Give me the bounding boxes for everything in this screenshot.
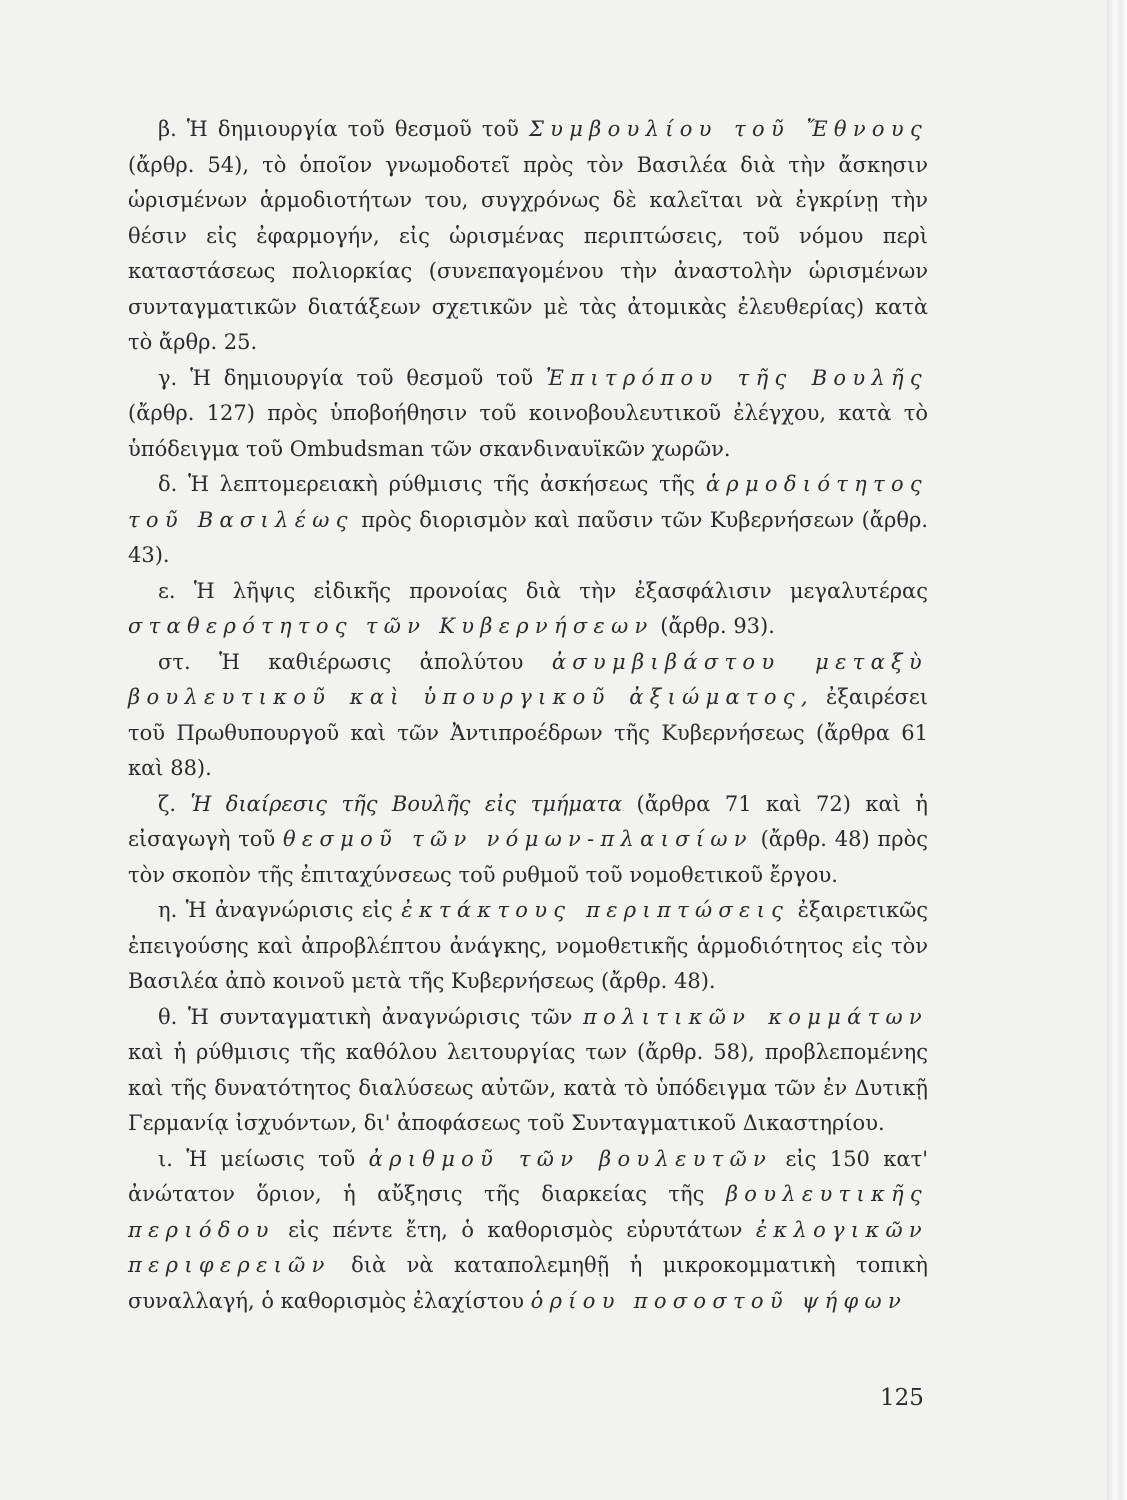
text-segment: (ἄρθρ. 54), τὸ ὁποῖον γνωμοδοτεῖ πρὸς τὸν Βασιλέα διὰ τὴν ἄσκησιν ὡρισμένων ἁρμοδιοτήτων του, συγχρόνως δὲ καλεῖται νὰ ἐγκρίνῃ τὴν θέσιν εἰς ἐφαρμογήν, εἰς ὡρισμένας περιπτώσεις, τοῦ νόμου περὶ καταστάσεως πολιορκίας (συνεπαγομένου τὴν ἀναστολὴν ὡρισμένων συνταγματικῶν διατάξεων σχετικῶν μὲ τὰς ἀτομικὰς ἐλευθερίας) κατὰ τὸ ἄρθρ. 25. — [128, 152, 928, 354]
spaced-emphasis: ἐκλογικῶν περιφερειῶν — [128, 1217, 928, 1277]
text-segment: ι. Ἡ μείωσις τοῦ — [158, 1146, 369, 1171]
text-segment: β. Ἡ δημιουργία τοῦ θεσμοῦ τοῦ — [158, 117, 529, 141]
text-segment: ζ. — [158, 791, 191, 816]
italic-emphasis: Ἡ διαίρεσις τῆς Βουλῆς εἰς τμήματα — [190, 791, 623, 816]
paragraph-iota — [128, 1142, 928, 1320]
text-segment: ε. Ἡ λῆψις εἰδικῆς προνοίας διὰ τὴν ἐξασφάλισιν μεγαλυτέρας — [158, 578, 928, 603]
text-segment: διὰ νὰ καταπολεμηθῇ ἡ μικροκομματικὴ τοπικὴ συναλλαγή, ὁ καθορισμὸς ἐλαχίστου — [128, 1253, 928, 1313]
paragraph-gamma — [128, 361, 928, 468]
text-segment: (ἄρθρα 71 καὶ 72) καὶ ἡ εἰσαγωγὴ τοῦ — [128, 791, 928, 851]
page-edge — [1107, 0, 1127, 1500]
text-segment: (ἄρθρ. 93). — [653, 614, 775, 638]
page-number: 125 — [880, 1385, 924, 1411]
paragraph-delta — [128, 467, 928, 574]
text-segment: (ἄρθρ. 48) πρὸς τὸν σκοπὸν τῆς ἐπιταχύνσεως τοῦ ρυθμοῦ τοῦ νομοθετικοῦ ἔργου. — [128, 827, 928, 887]
text-segment: δ. Ἡ λεπτομερειακὴ ρύθμισις τῆς ἀσκήσεως τῆς — [158, 472, 706, 496]
paragraph-eta — [128, 893, 928, 1000]
spaced-emphasis: ἐκτάκτους περιπτώσεις — [401, 898, 790, 922]
body-text — [128, 112, 928, 1319]
spaced-emphasis: πολιτικῶν κομμάτων — [583, 1004, 928, 1029]
spaced-emphasis: ὁρίου ποσοστοῦ ψήφων — [530, 1288, 908, 1313]
paragraph-stigma — [128, 645, 928, 787]
spaced-emphasis: Ἐπιτρόπου τῆς Βουλῆς — [546, 365, 928, 390]
text-segment: ἐξαιρετικῶς ἐπειγούσης καὶ ἀπροβλέπτου ἀνάγκης, νομοθετικῆς ἁρμοδιότητος εἰς τὸν Βασιλέα ἀπὸ κοινοῦ μετὰ τῆς Κυβερνήσεως (ἄρθρ. 48). — [128, 898, 929, 993]
text-segment: στ. Ἡ καθιέρωσις ἀπολύτου — [158, 649, 552, 674]
text-segment: (ἄρθρ. 127) πρὸς ὑποβοήθησιν τοῦ κοινοβουλευτικοῦ ἐλέγχου, κατὰ τὸ ὑπόδειγμα τοῦ Ombudsman τῶν σκανδιναυϊκῶν χωρῶν. — [128, 401, 928, 461]
text-segment: γ. Ἡ δημιουργία τοῦ θεσμοῦ τοῦ — [158, 365, 547, 390]
text-segment: εἰς 150 κατ' ἀνώτατον ὅριον, ἡ αὔξησις τῆς διαρκείας τῆς — [128, 1146, 928, 1206]
spaced-emphasis: ἀριθμοῦ τῶν βουλευτῶν — [368, 1146, 773, 1171]
spaced-emphasis: Συμβουλίου τοῦ Ἔθνους — [528, 117, 929, 141]
spaced-emphasis: βουλευτικῆς περιόδου — [128, 1182, 928, 1242]
text-segment: πρὸς διορισμὸν καὶ παῦσιν τῶν Κυβερνήσεων (ἄρθρ. 43). — [128, 507, 928, 567]
spaced-emphasis: ἀσυμβιβάστου μεταξὺ βουλευτικοῦ καὶ ὑπουργικοῦ ἀξιώματος, — [128, 649, 928, 709]
text-segment: θ. Ἡ συνταγματικὴ ἀναγνώρισις τῶν — [158, 1004, 584, 1029]
text-segment: εἰς πέντε ἔτη, ὁ καθορισμὸς εὐρυτάτων — [274, 1217, 756, 1242]
paragraph-zeta — [128, 787, 928, 894]
spaced-emphasis: σταθερότητος τῶν Κυβερνήσεων — [128, 614, 654, 638]
paragraph-epsilon — [128, 574, 928, 645]
spaced-emphasis: ἁρμοδιότητος τοῦ Βασιλέως — [128, 472, 928, 532]
paragraph-beta — [128, 112, 928, 361]
paragraph-theta — [128, 1000, 928, 1142]
text-segment: ἐξαιρέσει τοῦ Πρωθυπουργοῦ καὶ τῶν Ἀντιπροέδρων τῆς Κυβερνήσεως (ἄρθρα 61 καὶ 88). — [128, 685, 928, 780]
text-segment: καὶ ἡ ρύθμισις τῆς καθόλου λειτουργίας των (ἄρθρ. 58), προβλεπομένης καὶ τῆς δυνατότητος διαλύσεως αὐτῶν, κατὰ τὸ ὑπόδειγμα τῶν ἐν Δυτικῇ Γερμανίᾳ ἰσχυόντων, δι' ἀποφάσεως τοῦ Συνταγματικοῦ Δικαστηρίου. — [128, 1040, 928, 1135]
text-segment: η. Ἡ ἀναγνώρισις εἰς — [158, 898, 402, 922]
spaced-emphasis: θεσμοῦ τῶν νόμων-πλαισίων — [282, 827, 753, 851]
